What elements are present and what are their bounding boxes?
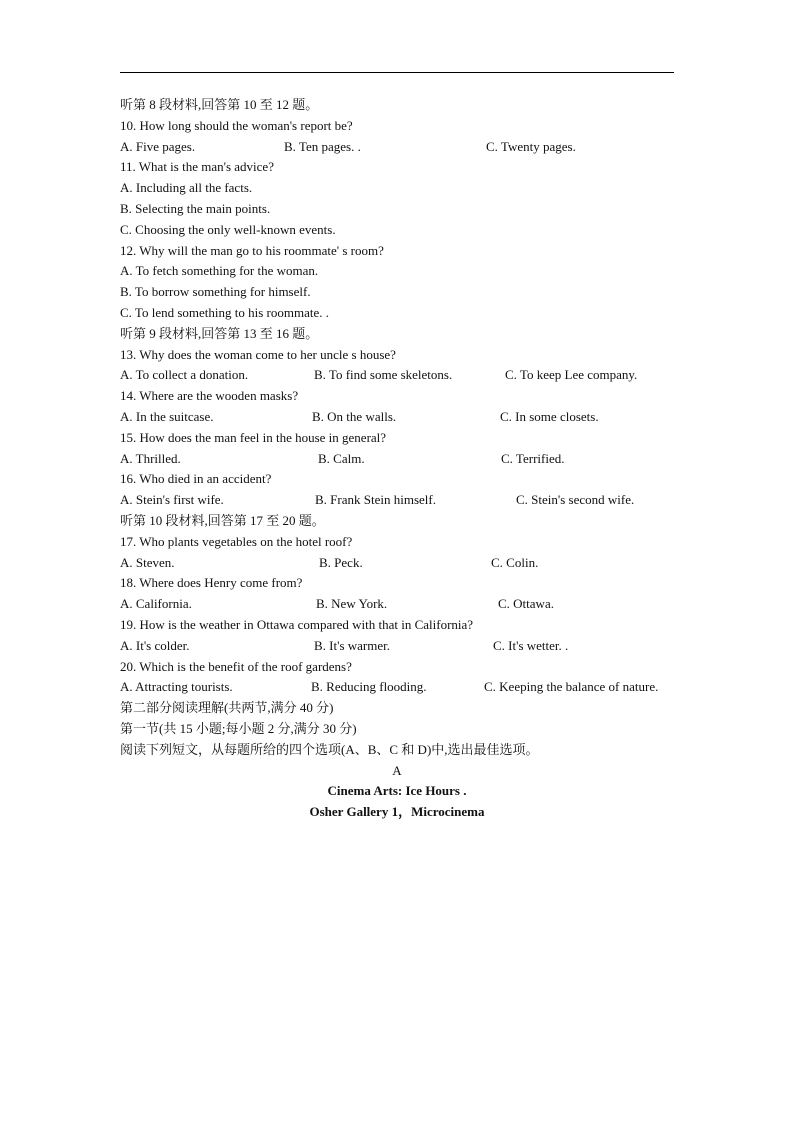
- passage-label: A: [392, 762, 402, 778]
- part2-title: [120, 698, 680, 719]
- option-c[interactable]: C. Choosing the only well-known events.: [120, 221, 336, 237]
- question-18: [120, 573, 680, 594]
- section1-heading-text: 第一节(共 15 小题;每小题 2 分,满分 30 分): [120, 720, 357, 736]
- question-15: [120, 428, 680, 449]
- option-b[interactable]: B. Reducing flooding.: [311, 679, 427, 695]
- option-a[interactable]: A. Thrilled.: [120, 450, 181, 466]
- options-row-20: [120, 677, 680, 698]
- option-a[interactable]: A. In the suitcase.: [120, 408, 214, 424]
- question-text: 16. Who died in an accident?: [120, 471, 272, 487]
- options-row-13: [120, 365, 680, 386]
- question-text: 17. Who plants vegetables on the hotel roof?: [120, 533, 353, 549]
- passage-title: Cinema Arts: Ice Hours .: [327, 783, 467, 799]
- question-13: [120, 345, 680, 366]
- options-row-15: [120, 449, 680, 470]
- question-text: 11. What is the man's advice?: [120, 159, 274, 175]
- option-c[interactable]: C. Twenty pages.: [486, 138, 576, 154]
- option-a[interactable]: A. Stein's first wife.: [120, 492, 224, 508]
- option-b[interactable]: B. Frank Stein himself.: [315, 492, 436, 508]
- option-line-11-b: [120, 199, 680, 220]
- option-line-11-c: [120, 220, 680, 241]
- question-text: 18. Where does Henry come from?: [120, 575, 303, 591]
- question-text: 14. Where are the wooden masks?: [120, 388, 299, 404]
- options-row-10: [120, 137, 680, 158]
- option-c[interactable]: C. To keep Lee company.: [505, 367, 638, 383]
- part2-title-text: 第二部分阅读理解(共两节,满分 40 分): [120, 700, 334, 716]
- reading-instruction: [120, 740, 680, 761]
- question-text: 20. Which is the benefit of the roof gardens?: [120, 658, 352, 674]
- reading-instruction-text: 阅读下列短文，从每题所给的四个选项(A、B、C 和 D)中,选出最佳选项。: [120, 741, 539, 757]
- option-c[interactable]: C. Keeping the balance of nature.: [484, 679, 659, 695]
- question-17: [120, 532, 680, 553]
- section-instruction: [120, 95, 680, 116]
- question-text: 15. How does the man feel in the house in general?: [120, 429, 387, 445]
- option-b[interactable]: B. New York.: [316, 596, 388, 612]
- option-b[interactable]: B. It's warmer.: [314, 637, 390, 653]
- options-row-14: [120, 407, 680, 428]
- option-a[interactable]: A. Steven.: [120, 554, 175, 570]
- question-text: 13. Why does the woman come to her uncle s house?: [120, 346, 396, 362]
- question-text: 10. How long should the woman's report be?: [120, 117, 353, 133]
- option-line-12-c: [120, 303, 680, 324]
- question-10: [120, 116, 680, 137]
- option-a[interactable]: A. California.: [120, 596, 192, 612]
- question-text: 19. How is the weather in Ottawa compared with that in California?: [120, 616, 474, 632]
- options-row-19: [120, 636, 680, 657]
- option-b[interactable]: B. Selecting the main points.: [120, 200, 271, 216]
- passage-subtitle: Osher Gallery 1，Microcinema: [309, 804, 485, 820]
- question-14: [120, 386, 680, 407]
- option-b[interactable]: B. To borrow something for himself.: [120, 284, 311, 300]
- option-c[interactable]: C. Ottawa.: [498, 596, 554, 612]
- option-c[interactable]: C. In some closets.: [500, 408, 599, 424]
- option-c[interactable]: C. To lend something to his roommate. .: [120, 304, 330, 320]
- section-instruction: [120, 511, 680, 532]
- option-b[interactable]: B. Peck.: [319, 554, 363, 570]
- option-b[interactable]: B. On the walls.: [312, 408, 397, 424]
- question-12: [120, 241, 680, 262]
- option-line-12-b: [120, 282, 680, 303]
- document-content: [120, 95, 680, 823]
- section-instruction: [120, 324, 680, 345]
- option-a[interactable]: A. It's colder.: [120, 637, 190, 653]
- options-row-16: [120, 490, 680, 511]
- option-a[interactable]: A. Five pages.: [120, 138, 196, 154]
- option-b[interactable]: B. Ten pages. .: [284, 138, 361, 154]
- option-c[interactable]: C. Stein's second wife.: [516, 492, 635, 508]
- option-a[interactable]: A. Attracting tourists.: [120, 679, 233, 695]
- question-20: [120, 657, 680, 678]
- option-a[interactable]: A. Including all the facts.: [120, 180, 253, 196]
- option-c[interactable]: C. Terrified.: [501, 450, 565, 466]
- section1-heading: [120, 719, 680, 740]
- question-text: 12. Why will the man go to his roommate' s room?: [120, 242, 384, 258]
- section-instruction-text: 听第 9 段材料,回答第 13 至 16 题。: [120, 325, 319, 341]
- section-instruction-text: 听第 10 段材料,回答第 17 至 20 题。: [120, 512, 325, 528]
- option-b[interactable]: B. Calm.: [318, 450, 365, 466]
- option-a[interactable]: A. To fetch something for the woman.: [120, 263, 319, 279]
- section-instruction-text: 听第 8 段材料,回答第 10 至 12 题。: [120, 97, 319, 112]
- question-11: [120, 157, 680, 178]
- option-b[interactable]: B. To find some skeletons.: [314, 367, 453, 383]
- option-a[interactable]: A. To collect a donation.: [120, 367, 249, 383]
- option-line-12-a: [120, 261, 680, 282]
- option-c[interactable]: C. Colin.: [491, 554, 539, 570]
- option-line-11-a: [120, 178, 680, 199]
- question-19: [120, 615, 680, 636]
- options-row-18: [120, 594, 680, 615]
- option-c[interactable]: C. It's wetter. .: [493, 637, 569, 653]
- options-row-17: [120, 553, 680, 574]
- header-rule: [120, 72, 674, 73]
- question-16: [120, 469, 680, 490]
